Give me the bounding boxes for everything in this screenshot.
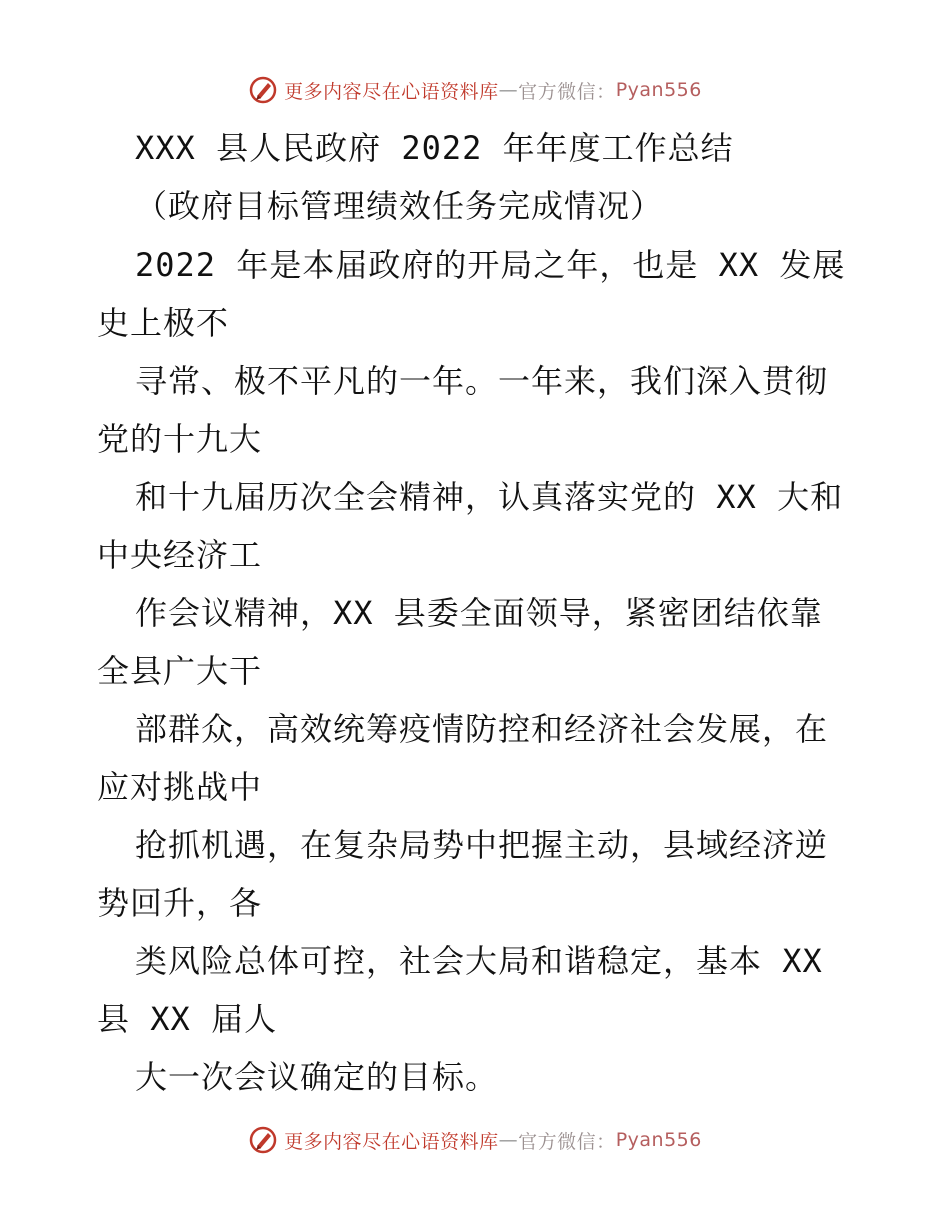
watermark-main-text: 更多内容尽在心语资料库 bbox=[284, 80, 499, 103]
body-line: 中央经济工 bbox=[97, 536, 263, 574]
watermark-main-text: 更多内容尽在心语资料库 bbox=[284, 1130, 499, 1153]
body-line: 抢抓机遇，在复杂局势中把握主动，县域经济逆 bbox=[135, 826, 829, 864]
watermark-wechat-label: 官方微信： bbox=[518, 80, 616, 103]
body-line: 大一次会议确定的目标。 bbox=[135, 1058, 499, 1096]
document-title: XXX 县人民政府 2022 年年度工作总结 bbox=[135, 129, 734, 167]
pen-circle-logo-icon bbox=[248, 75, 278, 105]
body-line: 县 XX 届人 bbox=[97, 1000, 278, 1038]
watermark-separator: — bbox=[498, 1129, 519, 1151]
body-line: 寻常、极不平凡的一年。一年来，我们深入贯彻 bbox=[135, 362, 829, 400]
watermark-handle: Pyan556 bbox=[615, 79, 702, 101]
body-line: 部群众，高效统筹疫情防控和经济社会发展，在 bbox=[135, 710, 829, 748]
body-line: 类风险总体可控，社会大局和谐稳定，基本 XX bbox=[135, 942, 823, 980]
body-line: 2022 年是本届政府的开局之年，也是 XX 发展 bbox=[135, 246, 846, 284]
body-line: 作会议精神，XX 县委全面领导，紧密团结依靠 bbox=[135, 594, 823, 632]
body-line: 势回升，各 bbox=[97, 884, 263, 922]
watermark-wechat-label: 官方微信： bbox=[518, 1130, 616, 1153]
watermark-separator: — bbox=[498, 79, 519, 101]
body-line: 和十九届历次全会精神，认真落实党的 XX 大和 bbox=[135, 478, 844, 516]
body-line: 史上极不 bbox=[97, 304, 230, 342]
watermark-footer bbox=[0, 1120, 950, 1160]
body-line: 应对挑战中 bbox=[97, 768, 263, 806]
watermark-handle: Pyan556 bbox=[615, 1129, 702, 1151]
document-subtitle: （政府目标管理绩效任务完成情况） bbox=[135, 187, 664, 225]
watermark-header bbox=[0, 70, 950, 110]
body-line: 全县广大干 bbox=[97, 652, 263, 690]
pen-circle-logo-icon bbox=[248, 1125, 278, 1155]
body-line: 党的十九大 bbox=[97, 420, 263, 458]
